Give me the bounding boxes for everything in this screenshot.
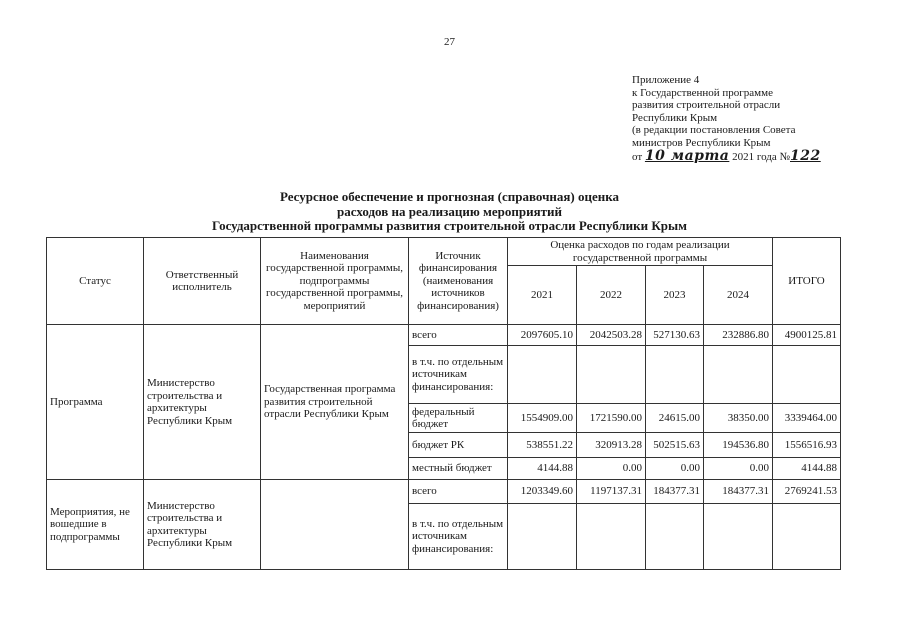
header-names: Наименования государственной программы, подпрограммы государственной программы, мероприятий (261, 238, 409, 325)
value-cell (704, 504, 773, 570)
title-line-3: Государственной программы развития строительной отрасли Республики Крым (211, 218, 688, 233)
appendix-line: Республики Крым (632, 111, 718, 124)
page-bottom-margin (46, 576, 846, 639)
value-cell: 538551.22 (508, 433, 577, 458)
appendix-line: (в редакции постановления Совета (632, 124, 796, 137)
header-status: Статус (47, 238, 144, 325)
appendix-note (632, 74, 821, 163)
header-row-1 (47, 238, 841, 266)
date-prefix: от (632, 150, 643, 163)
source-cell: местный бюджет (409, 458, 508, 480)
source-cell: бюджет РК (409, 433, 508, 458)
value-cell: 2042503.28 (577, 325, 646, 346)
page-number: 27 (444, 36, 455, 48)
total-cell (773, 504, 841, 570)
value-cell: 0.00 (577, 458, 646, 480)
appendix-line: развития строительной отрасли (632, 99, 781, 112)
header-year: 2024 (704, 266, 773, 325)
source-cell: всего (409, 325, 508, 346)
executor-cell: Министерство строительства и архитектуры Республики Крым (144, 480, 261, 570)
value-cell: 0.00 (646, 458, 704, 480)
value-cell: 320913.28 (577, 433, 646, 458)
header-estimate: Оценка расходов по годам реализации государственной программы (508, 238, 773, 266)
value-cell: 1721590.00 (577, 404, 646, 433)
header-executor: Ответственный исполнитель (144, 238, 261, 325)
total-cell: 1556516.93 (773, 433, 841, 458)
appendix-date-line (632, 147, 821, 164)
status-cell: Программа (47, 325, 144, 480)
program-name-cell (261, 480, 409, 570)
appendix-line: министров Республики Крым (632, 136, 771, 149)
value-cell: 1197137.31 (577, 480, 646, 504)
value-cell (704, 346, 773, 404)
value-cell: 4144.88 (508, 458, 577, 480)
executor-cell: Министерство строительства и архитектуры Республики Крым (144, 325, 261, 480)
total-cell (773, 346, 841, 404)
header-source: Источник финансирования (наименования источников финансирования) (409, 238, 508, 325)
source-cell: всего (409, 480, 508, 504)
total-cell: 2769241.53 (773, 480, 841, 504)
total-cell: 4144.88 (773, 458, 841, 480)
value-cell: 184377.31 (646, 480, 704, 504)
resource-table (46, 237, 841, 570)
value-cell (577, 504, 646, 570)
value-cell (646, 504, 704, 570)
value-cell: 1203349.60 (508, 480, 577, 504)
appendix-line: к Государственной программе (632, 86, 773, 99)
document-title (0, 190, 899, 234)
status-cell: Мероприятия, не вошедшие в подпрограммы (47, 480, 144, 570)
table-row (47, 325, 841, 346)
total-cell: 4900125.81 (773, 325, 841, 346)
header-year: 2022 (577, 266, 646, 325)
value-cell (577, 346, 646, 404)
header-year: 2021 (508, 266, 577, 325)
value-cell: 194536.80 (704, 433, 773, 458)
title-line-2: расходов на реализацию мероприятий (337, 203, 562, 219)
header-year: 2023 (646, 266, 704, 325)
value-cell: 2097605.10 (508, 325, 577, 346)
date-middle: 2021 года № (732, 150, 790, 163)
value-cell: 38350.00 (704, 404, 773, 433)
total-cell: 3339464.00 (773, 404, 841, 433)
source-cell: в т.ч. по отдельным источникам финансирования: (409, 504, 508, 570)
value-cell: 502515.63 (646, 433, 704, 458)
value-cell: 24615.00 (646, 404, 704, 433)
value-cell (646, 346, 704, 404)
value-cell (508, 504, 577, 570)
value-cell: 0.00 (704, 458, 773, 480)
value-cell: 1554909.00 (508, 404, 577, 433)
value-cell: 184377.31 (704, 480, 773, 504)
program-name-cell: Государственная программа развития строительной отрасли Республики Крым (261, 325, 409, 480)
header-total: ИТОГО (773, 238, 841, 325)
handwritten-number: 122 (790, 147, 821, 164)
value-cell: 232886.80 (704, 325, 773, 346)
source-cell: федеральный бюджет (409, 404, 508, 433)
source-cell: в т.ч. по отдельным источникам финансирования: (409, 346, 508, 404)
value-cell (508, 346, 577, 404)
table-row (47, 480, 841, 504)
handwritten-date: 10 марта (644, 147, 730, 164)
value-cell: 527130.63 (646, 325, 704, 346)
title-line-1: Ресурсное обеспечение и прогнозная (справочная) оценка (279, 189, 620, 204)
appendix-line: Приложение 4 (632, 74, 700, 86)
